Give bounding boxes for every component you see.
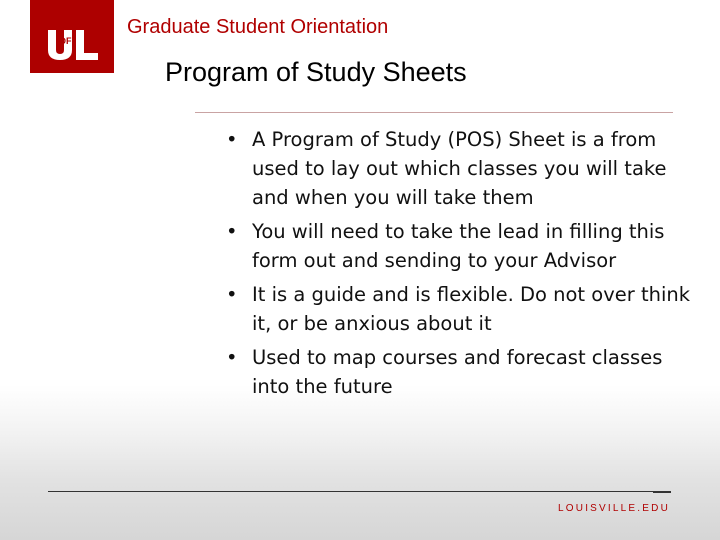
footer-divider — [48, 491, 671, 492]
bullet-list — [226, 125, 696, 406]
bullet-dot-icon: • — [226, 283, 238, 306]
bullet-item — [226, 125, 696, 212]
footer-divider-accent — [653, 491, 671, 493]
bullet-text: It is a guide and is flexible. Do not over think it, or be anxious about it — [252, 283, 691, 335]
svg-text:OF: OF — [59, 36, 72, 46]
bullet-dot-icon: • — [226, 346, 238, 369]
bullet-item — [226, 343, 696, 401]
bullet-item — [226, 280, 696, 338]
uofl-logo-mark — [48, 30, 98, 60]
footer-site-link[interactable]: LOUISVILLE.EDU — [558, 503, 670, 514]
title-divider — [195, 112, 673, 113]
bullet-dot-icon: • — [226, 220, 238, 243]
org-title: Graduate Student Orientation — [127, 16, 389, 38]
bullet-text: You will need to take the lead in filling this form out and sending to your Advisor — [252, 220, 665, 272]
bullet-item — [226, 217, 696, 275]
bullet-text: A Program of Study (POS) Sheet is a from used to lay out which classes you will take and when you will take them — [252, 128, 667, 209]
slide-title: Program of Study Sheets — [165, 57, 467, 87]
bullet-dot-icon: • — [226, 128, 238, 151]
university-logo — [30, 0, 114, 73]
bullet-text: Used to map courses and forecast classes into the future — [252, 346, 663, 398]
